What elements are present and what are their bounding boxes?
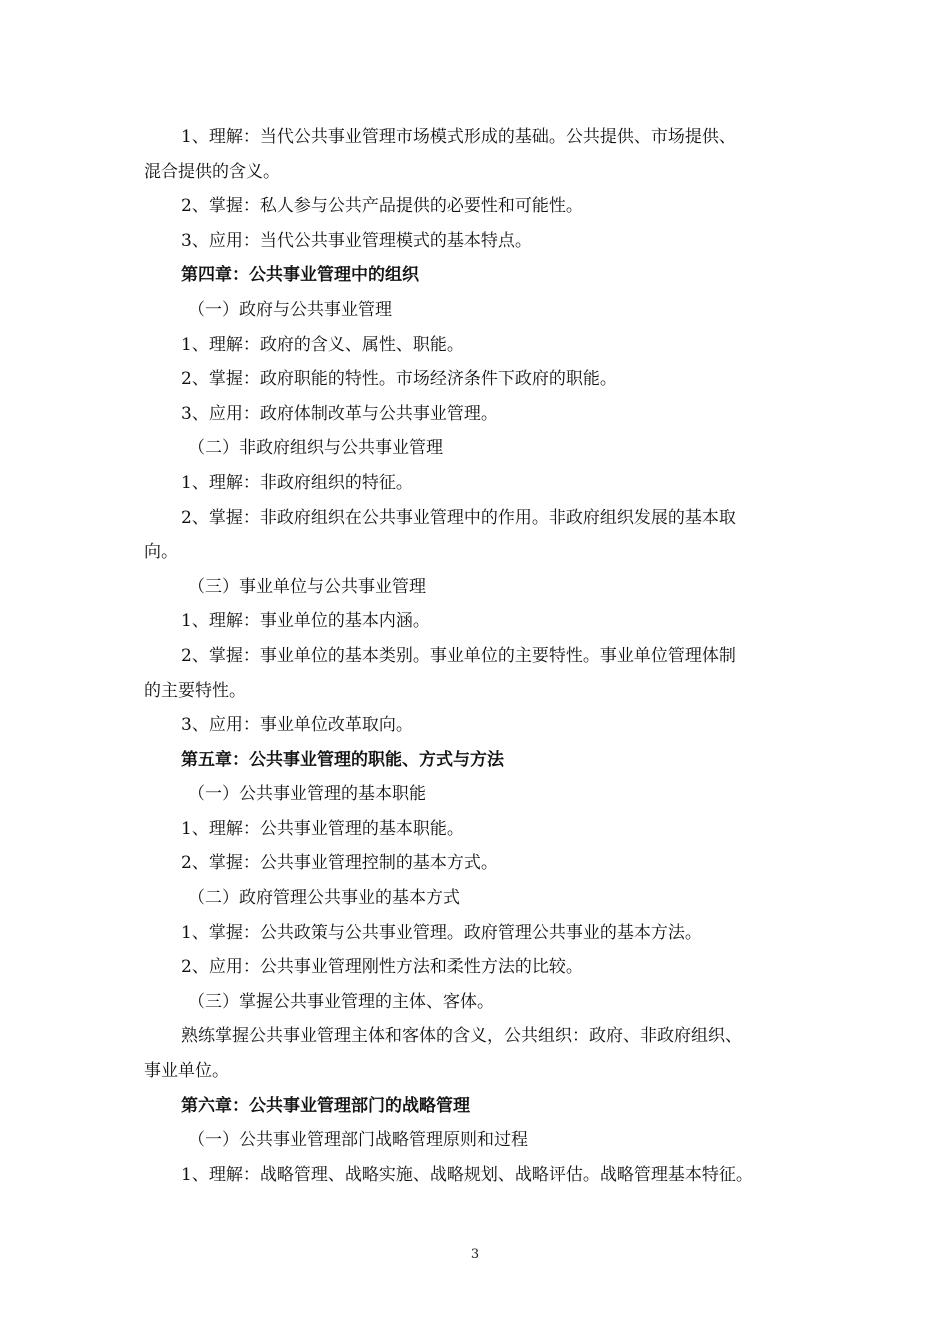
chapter-heading: 第六章：公共事业管理部门的战略管理 [181,1095,470,1116]
section-heading: （一）政府与公共事业管理 [188,299,392,320]
paragraph-line: 3、应用：当代公共事业管理模式的基本特点。 [181,230,532,251]
page-body [144,120,824,1192]
paragraph-line: 2、掌握：私人参与公共产品提供的必要性和可能性。 [181,196,583,217]
chapter-heading: 第四章：公共事业管理中的组织 [181,265,419,286]
page-number: 3 [470,1247,480,1262]
section-heading: （二）政府管理公共事业的基本方式 [188,888,460,909]
paragraph-line: 2、应用：公共事业管理刚性方法和柔性方法的比较。 [181,957,583,978]
paragraph-line: 事业单位。 [144,1061,229,1082]
chapter-heading: 第五章：公共事业管理的职能、方式与方法 [181,749,504,770]
paragraph-line: 1、理解：事业单位的基本内涵。 [181,611,430,632]
paragraph-line: 2、掌握：公共事业管理控制的基本方式。 [181,853,498,874]
section-heading: （三）掌握公共事业管理的主体、客体。 [188,991,494,1012]
paragraph-line: 3、应用：事业单位改革取向。 [181,715,413,736]
section-heading: （二）非政府组织与公共事业管理 [188,438,443,459]
paragraph-line: 2、掌握：政府职能的特性。市场经济条件下政府的职能。 [181,369,617,390]
paragraph-line: 1、理解：战略管理、战略实施、战略规划、战略评估。战略管理基本特征。 [181,1164,753,1185]
section-heading: （一）公共事业管理的基本职能 [188,784,426,805]
section-heading: （三）事业单位与公共事业管理 [188,576,426,597]
paragraph-line: 的主要特性。 [144,680,246,701]
paragraph-line: 1、掌握：公共政策与公共事业管理。政府管理公共事业的基本方法。 [181,922,702,943]
paragraph-line: 1、理解：政府的含义、属性、职能。 [181,334,464,355]
paragraph-line: 2、掌握：事业单位的基本类别。事业单位的主要特性。事业单位管理体制 [181,645,736,666]
paragraph-line: 3、应用：政府体制改革与公共事业管理。 [181,403,498,424]
paragraph-line: 熟练掌握公共事业管理主体和客体的含义，公共组织：政府、非政府组织、 [181,1026,742,1047]
paragraph-line: 1、理解：非政府组织的特征。 [181,472,413,493]
section-heading: （一）公共事业管理部门战略管理原则和过程 [188,1130,528,1151]
paragraph-line: 2、掌握：非政府组织在公共事业管理中的作用。非政府组织发展的基本取 [181,507,736,528]
paragraph-line: 1、理解：当代公共事业管理市场模式形成的基础。公共提供、市场提供、 [181,127,736,147]
paragraph-line: 向。 [144,542,178,563]
paragraph-line: 混合提供的含义。 [144,161,280,182]
paragraph-line: 1、理解：公共事业管理的基本职能。 [181,818,464,839]
